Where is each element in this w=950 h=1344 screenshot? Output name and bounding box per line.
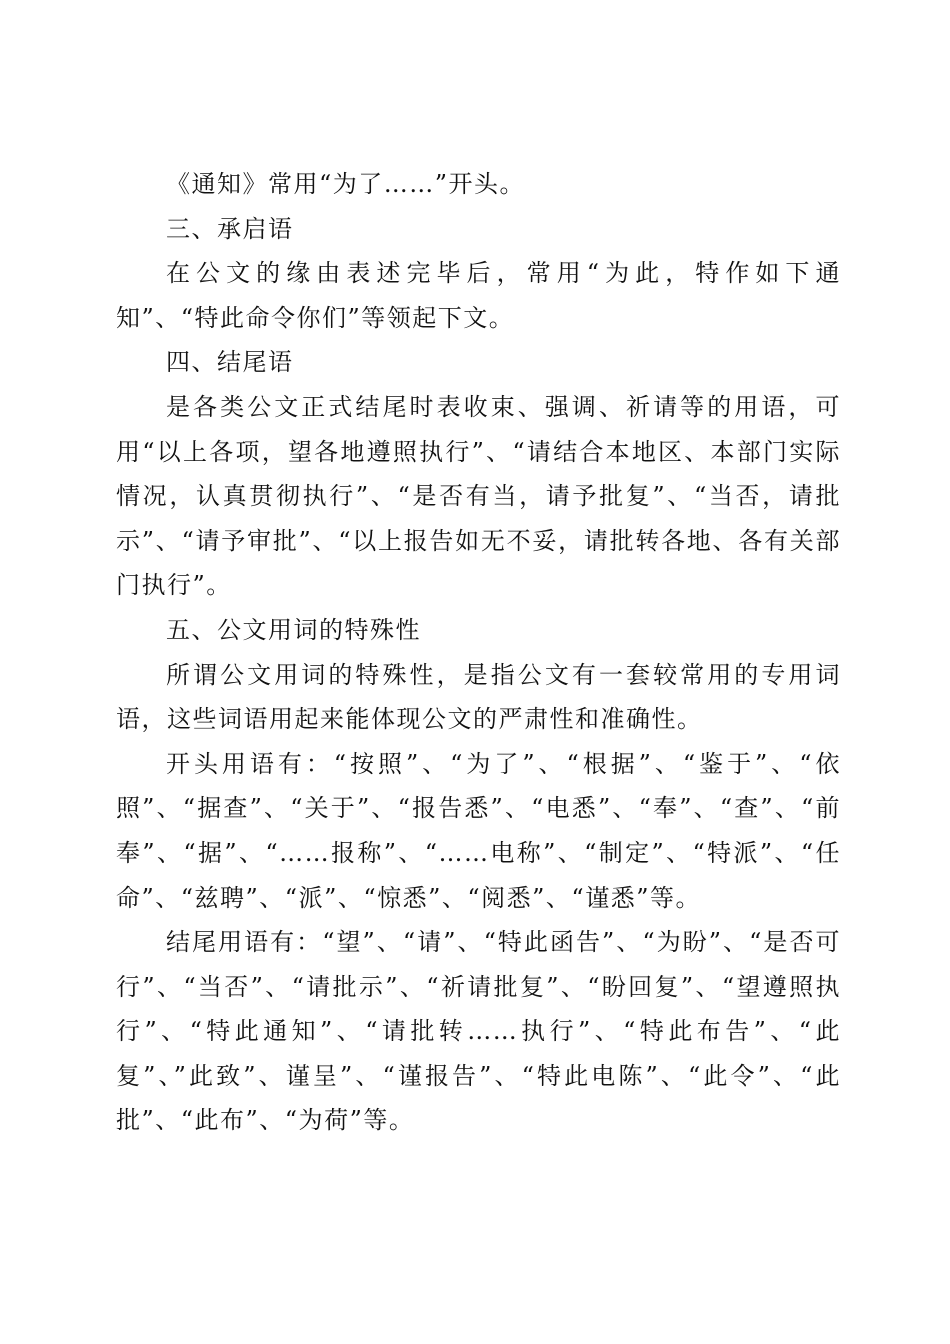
section-heading-special-words: 五、公文用词的特殊性	[166, 615, 421, 644]
paragraph-closing-terms: 结尾用语有：“望”、“请”、“特此函告”、“为盼”、“是否可行”、“当否”、“请批示”、“祈请批复”、“盼回复”、“望遵照执行”、“特此通知”、“请批转……执行”、“特此布告”、“此复”、”此致”、谨呈”、“谨报告”、“特此电陈”、“此令”、“此批”、“此布”、“为荷”等。	[116, 928, 841, 1135]
document-page	[116, 162, 841, 1143]
paragraph-ending: 是各类公文正式结尾时表收束、强调、祈请等的用语，可用“以上各项，望各地遵照执行”、“请结合本地区、本部门实际情况，认真贯彻执行”、“是否有当，请予批复”、“当否，请批示”、“请予审批”、“以上报告如无不妥，请批转各地、各有关部门执行”。	[116, 392, 841, 600]
paragraph-notice-opening: 《通知》常用“为了……”开头。	[166, 170, 526, 198]
section-heading-ending: 四、结尾语	[166, 348, 294, 377]
section-heading-transition: 三、承启语	[166, 214, 294, 243]
paragraph-opening-terms: 开头用语有：“按照”、“为了”、“根据”、“鉴于”、“依照”、“据查”、“关于”、“报告悉”、“电悉”、“奉”、“查”、“前奉”、“据”、“……报称”、“……电称”、“制定”、“特派”、“任命”、“兹聘”、“派”、“惊悉”、“阅悉”、“谨悉”等。	[116, 749, 841, 912]
paragraph-special-words: 所谓公文用词的特殊性，是指公文有一套较常用的专用词语，这些词语用起来能体现公文的严肃性和准确性。	[116, 660, 841, 734]
paragraph-transition: 在公文的缘由表述完毕后，常用“为此，特作如下通知”、“特此命令你们”等领起下文。	[116, 259, 841, 332]
